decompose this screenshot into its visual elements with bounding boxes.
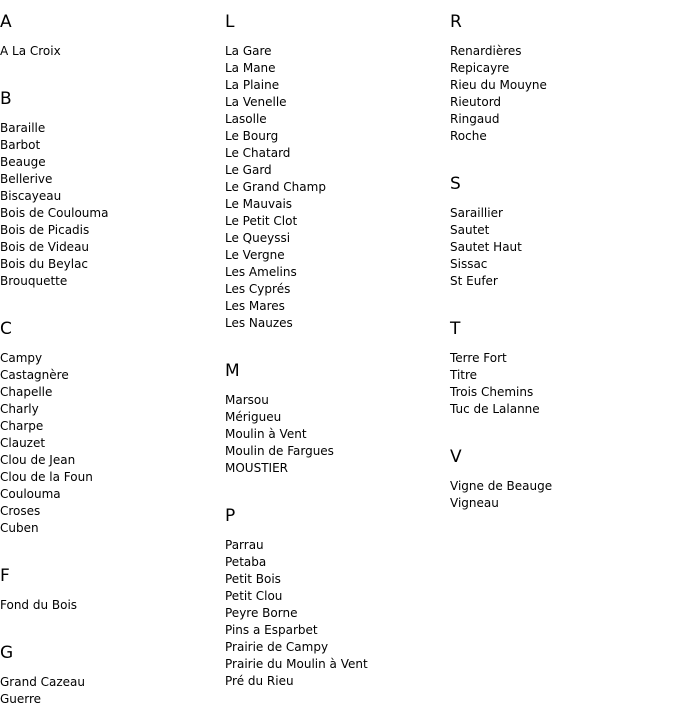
place-name-entry[interactable]: Le Mauvais — [225, 197, 293, 211]
place-name-entry[interactable]: Beauge — [0, 155, 46, 169]
place-name-entry[interactable]: La Gare — [225, 44, 272, 58]
place-name-entry[interactable]: Vigneau — [450, 496, 499, 510]
place-name-entry[interactable]: Le Gard — [225, 163, 272, 177]
place-name-list — [0, 665, 220, 725]
letter-group — [225, 349, 445, 494]
place-name-entry[interactable]: Trois Chemins — [450, 385, 534, 399]
place-name-entry[interactable]: Renardières — [450, 44, 522, 58]
section-letter-heading: R — [450, 12, 462, 32]
place-name-list — [0, 588, 220, 631]
place-name-entry[interactable]: Roche — [450, 129, 487, 143]
place-name-entry[interactable]: Grand Cazeau — [0, 675, 85, 689]
place-name-entry[interactable]: Petit Bois — [225, 572, 281, 586]
index-column-2 — [225, 0, 445, 707]
place-name-entry[interactable]: Le Bourg — [225, 129, 279, 143]
place-name-entry[interactable]: Clauzet — [0, 436, 46, 450]
place-name-list — [225, 34, 445, 349]
place-name-entry[interactable]: Moulin de Fargues — [225, 444, 334, 458]
place-name-entry[interactable]: Chapelle — [0, 385, 53, 399]
place-name-entry[interactable]: Prairie du Moulin à Vent — [225, 657, 368, 671]
place-name-list — [0, 111, 220, 307]
letter-group — [450, 307, 670, 435]
place-name-entry[interactable]: Sissac — [450, 257, 488, 271]
place-name-entry[interactable]: Prairie de Campy — [225, 640, 329, 654]
place-name-entry[interactable]: Sautet — [450, 223, 490, 237]
place-name-entry[interactable]: Croses — [0, 504, 41, 518]
place-name-entry[interactable]: La Venelle — [225, 95, 287, 109]
place-name-entry[interactable]: Rieutord — [450, 95, 502, 109]
letter-group — [225, 0, 445, 349]
place-name-entry[interactable]: Coulouma — [0, 487, 61, 501]
place-name-entry[interactable]: Le Petit Clot — [225, 214, 298, 228]
place-name-entry[interactable]: Mérigueu — [225, 410, 282, 424]
letter-group — [225, 494, 445, 707]
letter-group — [450, 435, 670, 529]
place-name-entry[interactable]: Le Vergne — [225, 248, 285, 262]
place-name-entry[interactable]: Moulin à Vent — [225, 427, 307, 441]
place-name-entry[interactable]: Les Mares — [225, 299, 285, 313]
place-name-entry[interactable]: Sautet Haut — [450, 240, 522, 254]
place-name-entry[interactable]: La Mane — [225, 61, 276, 75]
place-name-entry[interactable]: Baraille — [0, 121, 46, 135]
place-name-entry[interactable]: Marsou — [225, 393, 269, 407]
place-name-entry[interactable]: Titre — [450, 368, 478, 382]
section-letter-heading: T — [450, 319, 461, 339]
place-name-entry[interactable]: St Eufer — [450, 274, 498, 288]
place-name-entry[interactable]: MOUSTIER — [225, 461, 288, 475]
place-name-entry[interactable]: Les Cyprés — [225, 282, 291, 296]
section-letter-heading: V — [450, 447, 462, 467]
letter-group — [0, 554, 220, 631]
place-name-entry[interactable]: Tuc de Lalanne — [450, 402, 540, 416]
place-name-entry[interactable]: Castagnère — [0, 368, 69, 382]
section-letter-heading: C — [0, 319, 12, 339]
letter-group — [0, 631, 220, 725]
place-name-entry[interactable]: Petit Clou — [225, 589, 283, 603]
place-name-entry[interactable]: Bois du Beylac — [0, 257, 89, 271]
index-column-1 — [0, 0, 220, 725]
place-name-entry[interactable]: A La Croix — [0, 44, 61, 58]
place-name-entry[interactable]: Vigne de Beauge — [450, 479, 553, 493]
place-name-list — [450, 341, 670, 435]
place-name-entry[interactable]: Saraillier — [450, 206, 503, 220]
place-name-entry[interactable]: Barbot — [0, 138, 41, 152]
letter-group — [0, 0, 220, 77]
section-letter-heading: A — [0, 12, 12, 32]
section-letter-heading: P — [225, 506, 236, 526]
place-name-entry[interactable]: Pins a Esparbet — [225, 623, 318, 637]
letter-group — [450, 162, 670, 307]
place-name-entry[interactable]: Charly — [0, 402, 39, 416]
letter-group — [450, 0, 670, 162]
place-name-entry[interactable]: Rieu du Mouyne — [450, 78, 547, 92]
place-name-list — [225, 528, 445, 707]
index-column-3 — [450, 0, 670, 529]
place-name-list — [0, 34, 220, 77]
place-name-entry[interactable]: Les Amelins — [225, 265, 297, 279]
place-name-entry[interactable]: Bois de Videau — [0, 240, 90, 254]
place-name-entry[interactable]: Bellerive — [0, 172, 53, 186]
place-name-entry[interactable]: Ringaud — [450, 112, 500, 126]
section-letter-heading: M — [225, 361, 240, 381]
place-name-entry[interactable]: Le Chatard — [225, 146, 291, 160]
place-name-entry[interactable]: Fond du Bois — [0, 598, 78, 612]
section-letter-heading: B — [0, 89, 12, 109]
letter-group — [0, 77, 220, 307]
place-name-entry[interactable]: Le Queyssi — [225, 231, 291, 245]
place-name-entry[interactable]: Cuben — [0, 521, 39, 535]
place-name-entry[interactable]: Pré du Rieu — [225, 674, 294, 688]
place-name-entry[interactable]: Brouquette — [0, 274, 68, 288]
place-name-entry[interactable]: Terre Fort — [450, 351, 507, 365]
place-name-entry[interactable]: Bois de Picadis — [0, 223, 90, 237]
place-name-list — [225, 383, 445, 494]
place-name-entry[interactable]: Bois de Coulouma — [0, 206, 109, 220]
section-letter-heading: S — [450, 174, 461, 194]
place-name-entry[interactable]: Charpe — [0, 419, 44, 433]
place-name-entry[interactable]: Guerre — [0, 692, 42, 706]
place-name-entry[interactable]: Clou de Jean — [0, 453, 76, 467]
section-letter-heading: G — [0, 643, 14, 663]
place-name-list — [450, 34, 670, 162]
letter-group — [0, 307, 220, 554]
place-name-entry[interactable]: La Plaine — [225, 78, 280, 92]
place-name-entry[interactable]: Biscayeau — [0, 189, 62, 203]
place-name-entry[interactable]: Repicayre — [450, 61, 510, 75]
place-name-entry[interactable]: Peyre Borne — [225, 606, 298, 620]
place-name-list — [0, 341, 220, 554]
place-name-entry[interactable]: Le Grand Champ — [225, 180, 326, 194]
place-name-list — [450, 469, 670, 529]
place-name-entry[interactable]: Campy — [0, 351, 43, 365]
section-letter-heading: F — [0, 566, 10, 586]
place-name-entry[interactable]: Lasolle — [225, 112, 267, 126]
place-name-entry[interactable]: Parrau — [225, 538, 264, 552]
section-letter-heading: L — [225, 12, 235, 32]
place-name-entry[interactable]: Clou de la Foun — [0, 470, 93, 484]
place-name-entry[interactable]: Petaba — [225, 555, 267, 569]
place-name-list — [450, 196, 670, 307]
place-name-entry[interactable]: Les Nauzes — [225, 316, 293, 330]
